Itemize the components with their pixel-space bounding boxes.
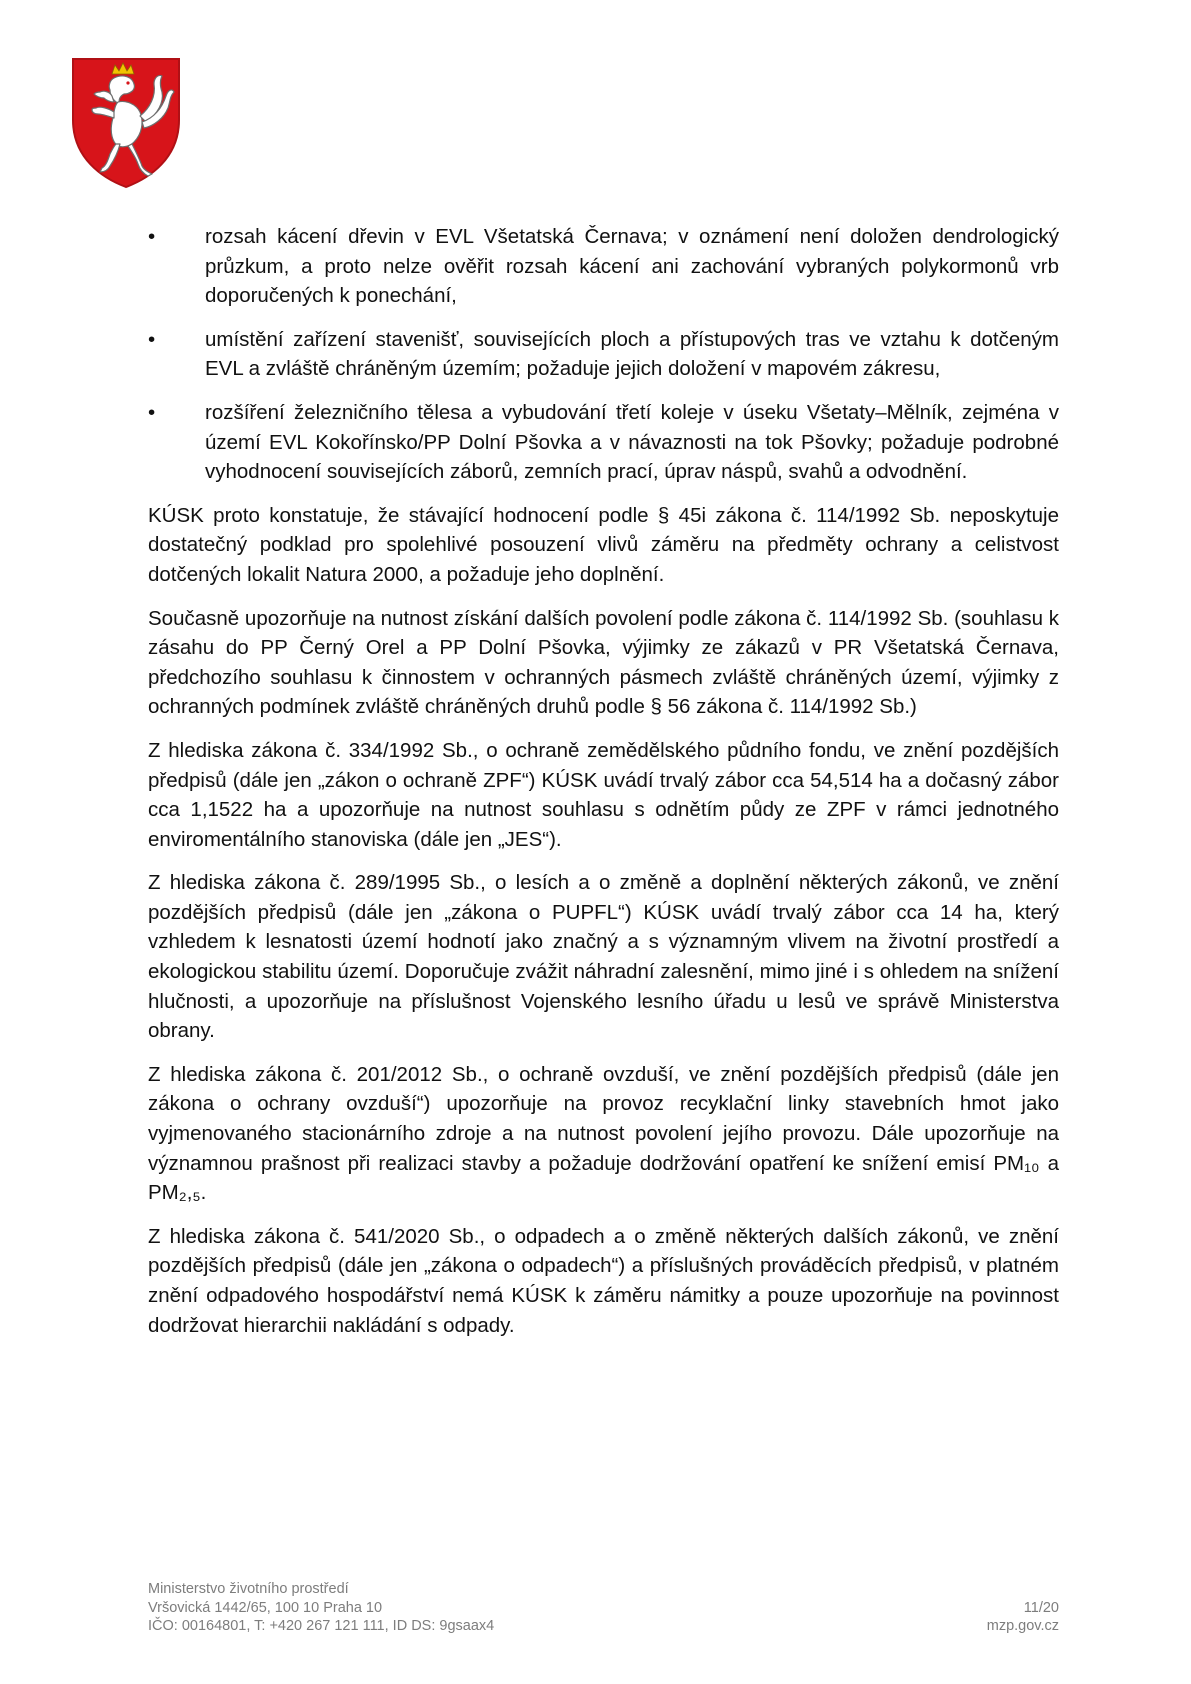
paragraph-further-permits: Současně upozorňuje na nutnost získání dalších povolení podle zákona č. 114/1992 Sb. (souhlasu k zásahu do PP Černý Orel a PP Dolní Pšovka, výjimky ze zákazů v PR Všetatská Černava, předchozího souhlasu k činnostem v ochranných pásmech zvláště chráněných území, výjimky z ochranných podmínek zvláště chráněných druhů podle § 56 zákona č. 114/1992 Sb.) [148, 606, 1059, 719]
footer-contact: IČO: 00164801, T: +420 267 121 111, ID DS: 9gsaax4 [148, 1618, 495, 1634]
footer-right-block [987, 1599, 1059, 1636]
list-item-text: rozsah kácení dřevin v EVL Všetatská Černava; v oznámení není doložen dendrologický průzkum, a proto nelze ověřit rozsah kácení ani zachování vybraných polykormonů vrb doporučených k ponechání, [205, 225, 1059, 308]
list-item-text: rozšíření železničního tělesa a vybudování třetí koleje v úseku Všetaty–Mělník, zejména v území EVL Kokořínsko/PP Dolní Pšovka a v návaznosti na tok Pšovky; požaduje podrobné vyhodnocení souvisejících záborů, zemních prací, úprav náspů, svahů a odvodnění. [205, 400, 1059, 484]
page-number: 11/20 [1023, 1599, 1059, 1616]
czech-coat-of-arms-icon [70, 56, 182, 190]
bullet-icon: • [148, 327, 156, 351]
list-item-text: umístění zařízení stavenišť, souvisejících ploch a přístupových tras ve vztahu k dotčeným EVL a zvláště chráněným územím; požaduje jejich doložení v mapovém zákresu, [205, 327, 1059, 381]
bullet-icon: • [148, 400, 156, 424]
paragraph-pupfl: Z hlediska zákona č. 289/1995 Sb., o lesích a o změně a doplnění některých zákonů, ve znění pozdějších předpisů (dále jen „zákona o PUPFL“) KÚSK uvádí trvalý zábor cca 14 ha, který vzhledem k lesnatosti území hodnotí jako značný a s významným vlivem na životní prostředí a ekologickou stabilitu území. Doporučuje zvážit náhradní zalesnění, mimo jiné i s ohledem na snížení hlučnosti, a upozorňuje na příslušnost Vojenského lesního úřadu u lesů ve správě Ministerstva obrany. [148, 871, 1059, 1043]
document-body [148, 222, 1059, 1354]
list-item [148, 325, 1059, 384]
list-item [148, 398, 1059, 487]
footer-address-block [148, 1580, 494, 1636]
paragraph-air-protection: Z hlediska zákona č. 201/2012 Sb., o ochraně ovzduší, ve znění pozdějších předpisů (dále jen zákona o ochrany ovzduší“) upozorňuje na provoz recyklační linky stavebních hmot jako vyjmenovaného stacionárního zdroje a na nutnost povolení jejího provozu. Dále upozorňuje na významnou prašnost při realizaci stavby a požaduje dodržování opatření ke snížení emisí PM₁₀ a PM₂,₅. [148, 1062, 1059, 1205]
footer-org-name: Ministerstvo životního prostředí [148, 1581, 349, 1597]
footer-website: mzp.gov.cz [986, 1618, 1059, 1634]
list-item [148, 222, 1059, 311]
paragraph-natura-conclusion: KÚSK proto konstatuje, že stávající hodnocení podle § 45i zákona č. 114/1992 Sb. neposkytuje dostatečný podklad pro spolehlivé posouzení vlivů záměru na předměty ochrany a celistvost dotčených lokalit Natura 2000, a požaduje jeho doplnění. [148, 503, 1059, 586]
bullet-icon: • [148, 225, 156, 248]
requirements-list [148, 222, 1059, 487]
footer-address: Vršovická 1442/65, 100 10 Praha 10 [148, 1599, 383, 1616]
paragraph-zpf: Z hlediska zákona č. 334/1992 Sb., o ochraně zemědělského půdního fondu, ve znění pozdějších předpisů (dále jen „zákon o ochraně ZPF“) KÚSK uvádí trvalý zábor cca 54,514 ha a dočasný zábor cca 1,1522 ha a upozorňuje na nutnost souhlasu s odnětím půdy ze ZPF v rámci jednotného enviromentálního stanoviska (dále jen „JES“). [148, 738, 1059, 851]
paragraph-waste: Z hlediska zákona č. 541/2020 Sb., o odpadech a o změně některých dalších zákonů, ve znění pozdějších předpisů (dále jen „zákona o odpadech“) a příslušných prováděcích předpisů, v platném znění odpadového hospodářství nemá KÚSK k záměru námitky a pouze upozorňuje na povinnost dodržovat hierarchii nakládání s odpady. [148, 1224, 1059, 1337]
